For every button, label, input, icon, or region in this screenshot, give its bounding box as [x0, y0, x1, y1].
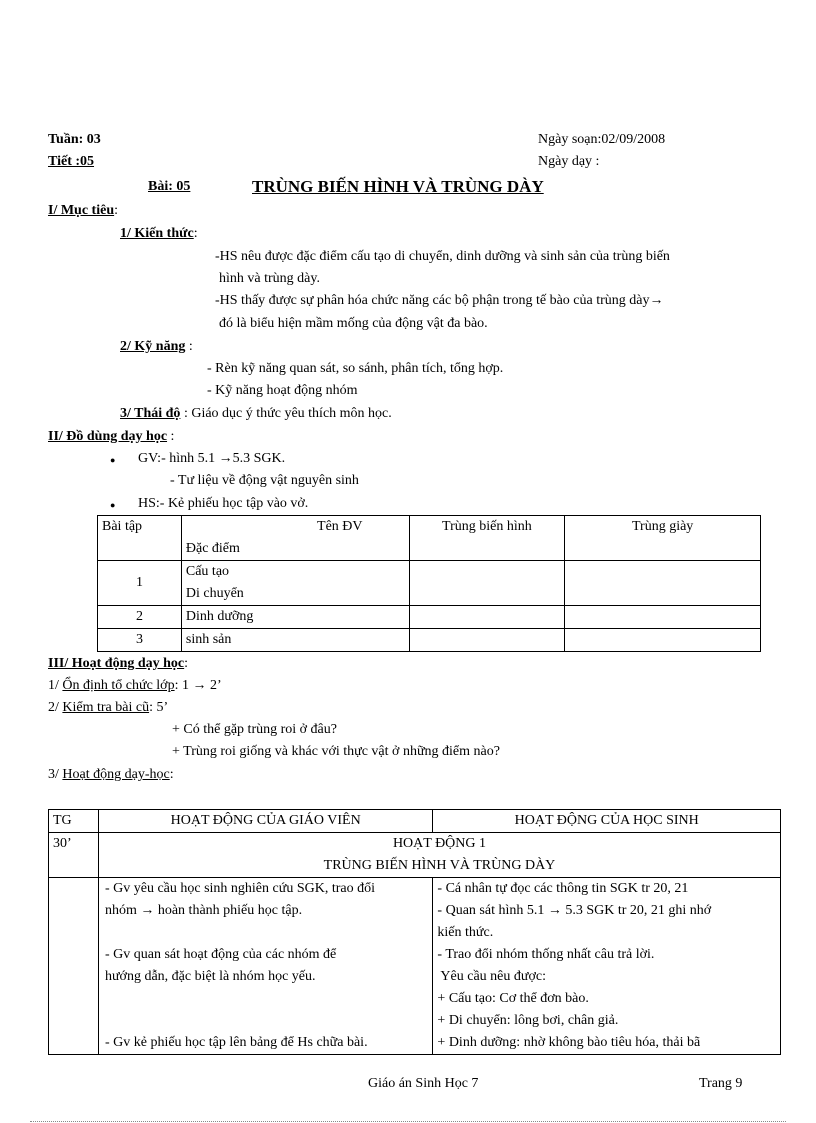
- col-paramecium: Trùng giày: [565, 516, 761, 561]
- teacher-line: nhóm → hoàn thành phiếu học tập.: [104, 903, 303, 918]
- hs-materials: ● HS:- Kẻ phiếu học tập vào vở.: [138, 496, 308, 512]
- skills-heading: 2/ Kỹ năng :: [120, 339, 193, 354]
- col-amoeba: Trùng biến hình: [409, 516, 565, 561]
- student-line: Yêu cầu nêu được:: [437, 969, 546, 984]
- objectives-heading: I/ Mục tiêu:: [48, 203, 118, 218]
- knowledge-2a: -HS thấy được sự phân hóa chức năng các bộ phận trong tế bào của trùng dày→: [215, 293, 664, 308]
- teacher-line: - Gv kẻ phiếu học tập lên bảng để Hs chữa bài.: [104, 1035, 368, 1050]
- check-row: 2/ Kiểm tra bài cũ: 5’: [48, 700, 169, 715]
- knowledge-heading: 1/ Kiến thức:: [120, 226, 198, 241]
- activity-title: HOẠT ĐỘNG 1: [392, 836, 487, 851]
- student-line: - Trao đổi nhóm thống nhất câu trả lời.: [437, 947, 655, 962]
- skill-2: - Kỹ năng hoạt động nhóm: [207, 383, 358, 398]
- knowledge-2b: đó là biểu hiện mầm mống của động vật đa bào.: [219, 316, 488, 331]
- col-animal-feature: [181, 516, 409, 561]
- row-feature: Di chuyển: [185, 586, 244, 601]
- lesson-title: TRÙNG BIẾN HÌNH VÀ TRÙNG DÀY: [252, 177, 544, 196]
- page-bottom-divider: [30, 1121, 786, 1122]
- attitude-row: [120, 406, 392, 422]
- activity-header-row: [49, 810, 781, 833]
- materials-heading: II/ Đồ dùng dạy học :: [48, 429, 175, 444]
- lesson-label: Bài: 05: [148, 179, 191, 194]
- organization-row: 1/ Ổn định tổ chức lớp: 1 → 2’: [48, 678, 222, 693]
- student-line: - Cá nhân tự đọc các thông tin SGK tr 20, 21: [437, 881, 689, 896]
- row-cell: [565, 629, 761, 652]
- activity-content-row: [49, 878, 781, 1055]
- row-feature: Dinh dưỡng: [181, 606, 409, 629]
- student-line: + Di chuyển: lông bơi, chân giả.: [437, 1013, 619, 1028]
- check-time: : 5’: [149, 700, 169, 715]
- row-cell: [565, 606, 761, 629]
- activity-table: [48, 809, 781, 1055]
- student-line: + Cấu tạo: Cơ thể đơn bào.: [437, 991, 589, 1006]
- gv-materials-2: - Tư liệu về động vật nguyên sinh: [170, 473, 359, 488]
- period-label: Tiết :05: [48, 154, 95, 169]
- knowledge-1b: hình và trùng dày.: [219, 271, 320, 286]
- student-line: kiến thức.: [437, 925, 494, 940]
- teach-date: Ngày dạy :: [538, 154, 600, 169]
- col-time: TG: [49, 810, 99, 833]
- teaching-label: Hoạt động dạy-học: [62, 767, 170, 782]
- worksheet-row-1: [98, 561, 761, 606]
- question-2: + Trùng roi giống và khác với thực vật ở những điểm nào?: [172, 744, 500, 759]
- prep-date: Ngày soạn:02/09/2008: [538, 132, 666, 147]
- col-feature: Đặc điểm: [185, 541, 240, 556]
- teacher-line: - Gv yêu cầu học sinh nghiên cứu SGK, trao đổi: [104, 881, 375, 896]
- worksheet-table: [97, 515, 761, 652]
- activity-name: TRÙNG BIẾN HÌNH VÀ TRÙNG DÀY: [323, 858, 556, 873]
- row-feature: sinh sản: [181, 629, 409, 652]
- student-line: + Dinh dưỡng: nhờ không bào tiêu hóa, thải bã: [437, 1035, 701, 1050]
- footer-book: Giáo án Sinh Học 7: [368, 1076, 479, 1091]
- attitude-text: : Giáo dục ý thức yêu thích môn học.: [183, 406, 392, 421]
- organization-time: : 1 → 2’: [174, 678, 222, 693]
- organization-label: Ổn định tổ chức lớp: [62, 678, 175, 693]
- row-cell: [409, 561, 565, 606]
- row-number: 1: [98, 561, 182, 606]
- knowledge-1a: -HS nêu được đặc điểm cấu tạo di chuyển, dinh dưỡng và sinh sản của trùng biến: [215, 249, 670, 264]
- col-animal: Tên ĐV: [317, 519, 363, 534]
- gv-materials-1: ● GV:- hình 5.1 →5.3 SGK.: [138, 451, 285, 467]
- question-1: + Có thể gặp trùng roi ở đâu?: [172, 722, 337, 737]
- col-exercise: Bài tập: [98, 516, 182, 561]
- row-number: 3: [98, 629, 182, 652]
- teacher-line: - Gv quan sát hoạt động của các nhóm để: [104, 947, 337, 962]
- activity-time: 30’: [49, 833, 99, 878]
- row-cell: [409, 606, 565, 629]
- student-line: - Quan sát hình 5.1 → 5.3 SGK tr 20, 21 ghi nhớ: [437, 903, 712, 918]
- activity-title-row: [49, 833, 781, 878]
- footer-page: Trang 9: [699, 1076, 743, 1091]
- activities-heading: III/ Hoạt động dạy học:: [48, 656, 189, 671]
- worksheet-header-row: [98, 516, 761, 561]
- worksheet-row-2: [98, 606, 761, 629]
- worksheet-row-3: [98, 629, 761, 652]
- row-cell: [409, 629, 565, 652]
- teaching-row: 3/ Hoạt động dạy-học:: [48, 767, 174, 782]
- col-student: HOẠT ĐỘNG CỦA HỌC SINH: [433, 810, 781, 833]
- check-label: Kiểm tra bài cũ: [62, 700, 150, 715]
- attitude-heading: 3/ Thái độ: [120, 406, 181, 421]
- col-teacher: HOẠT ĐỘNG CỦA GIÁO VIÊN: [98, 810, 432, 833]
- row-feature: Cấu tạo: [185, 564, 230, 579]
- skill-1: - Rèn kỹ năng quan sát, so sánh, phân tích, tổng hợp.: [207, 361, 504, 376]
- row-number: 2: [98, 606, 182, 629]
- row-cell: [565, 561, 761, 606]
- teacher-line: hướng dẫn, đặc biệt là nhóm học yếu.: [104, 969, 316, 984]
- week-label: Tuần: 03: [48, 132, 101, 147]
